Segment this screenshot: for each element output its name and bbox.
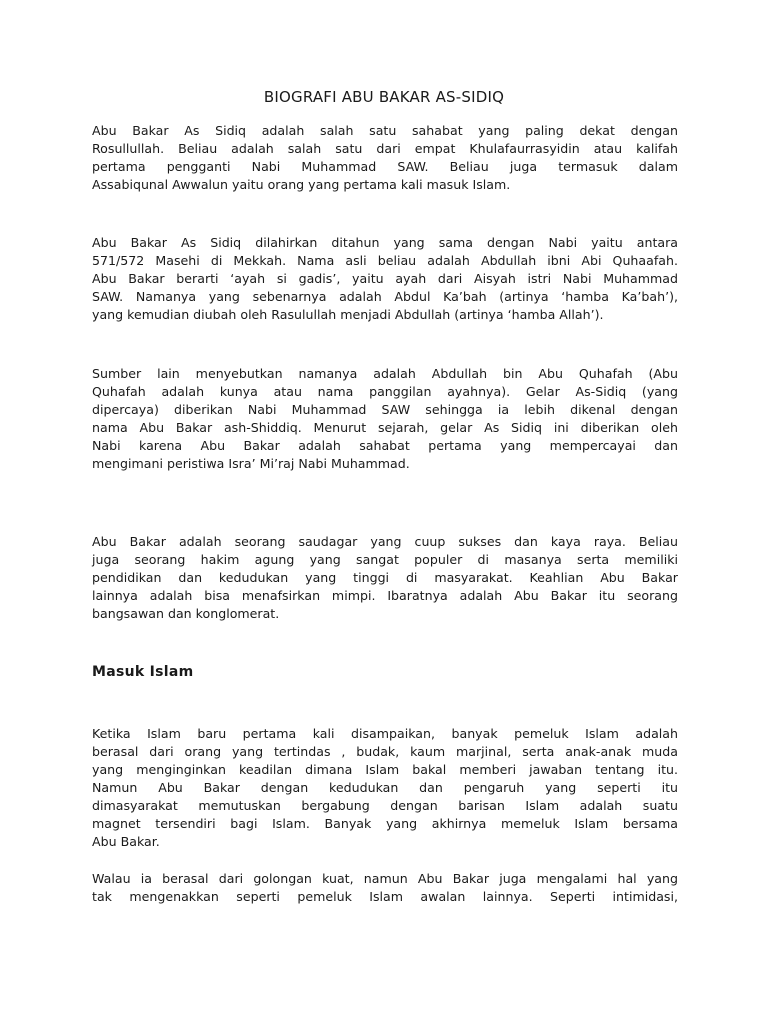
text-line: yang menginginkan keadilan dimana Islam bakal memberi jawaban tentang itu. bbox=[92, 762, 678, 777]
paragraph-3 bbox=[92, 365, 678, 473]
text-line: yang kemudian diubah oleh Rasulullah menjadi Abdullah (artinya ‘hamba Allah’). bbox=[92, 307, 604, 322]
text-line: tak mengenakkan seperti pemeluk Islam awalan lainnya. Seperti intimidasi, bbox=[92, 889, 678, 904]
text-line: Abu Bakar As Sidiq adalah salah satu sahabat yang paling dekat dengan bbox=[92, 123, 678, 138]
text-line: nama Abu Bakar ash-Shiddiq. Menurut sejarah, gelar As Sidiq ini diberikan oleh bbox=[92, 420, 678, 435]
document-title: BIOGRAFI ABU BAKAR AS-SIDIQ bbox=[263, 88, 505, 106]
text-line: Rosullullah. Beliau adalah salah satu dari empat Khulafaurrasyidin atau kalifah bbox=[92, 141, 678, 156]
text-line: pertama pengganti Nabi Muhammad SAW. Beliau juga termasuk dalam bbox=[92, 159, 678, 174]
paragraph-4 bbox=[92, 533, 678, 623]
text-line: 571/572 Masehi di Mekkah. Nama asli beliau adalah Abdullah ibni Abi Quhaafah. bbox=[92, 253, 678, 268]
text-line: Nabi karena Abu Bakar adalah sahabat pertama yang mempercayai dan bbox=[92, 438, 678, 453]
text-line: pendidikan dan kedudukan yang tinggi di masyarakat. Keahlian Abu Bakar bbox=[92, 570, 678, 585]
text-line: mengimani peristiwa Isra’ Mi’raj Nabi Muhammad. bbox=[92, 456, 410, 471]
text-line: magnet tersendiri bagi Islam. Banyak yang akhirnya memeluk Islam bersama bbox=[92, 816, 678, 831]
text-line: Abu Bakar. bbox=[92, 834, 160, 849]
text-line: SAW. Namanya yang sebenarnya adalah Abdul Ka’bah (artinya ‘hamba Ka’bah’), bbox=[92, 289, 678, 304]
text-line: Walau ia berasal dari golongan kuat, namun Abu Bakar juga mengalami hal yang bbox=[92, 871, 678, 886]
paragraph-2 bbox=[92, 234, 678, 324]
text-line: lainnya adalah bisa menafsirkan mimpi. Ibaratnya adalah Abu Bakar itu seorang bbox=[92, 588, 678, 603]
section-paragraph-2 bbox=[92, 870, 678, 906]
text-line: dipercaya) diberikan Nabi Muhammad SAW sehingga ia lebih dikenal dengan bbox=[92, 402, 678, 417]
text-line: Quhafah adalah kunya atau nama panggilan ayahnya). Gelar As-Sidiq (yang bbox=[92, 384, 678, 399]
text-line: Abu Bakar As Sidiq dilahirkan ditahun yang sama dengan Nabi yaitu antara bbox=[92, 235, 678, 250]
text-line: Sumber lain menyebutkan namanya adalah Abdullah bin Abu Quhafah (Abu bbox=[92, 366, 678, 381]
text-line: bangsawan dan konglomerat. bbox=[92, 606, 280, 621]
text-line: Namun Abu Bakar dengan kedudukan dan pengaruh yang seperti itu bbox=[92, 780, 678, 795]
text-line: Abu Bakar berarti ‘ayah si gadis’, yaitu ayah dari Aisyah istri Nabi Muhammad bbox=[92, 271, 678, 286]
section-heading: Masuk Islam bbox=[92, 664, 194, 680]
text-line: Assabiqunal Awwalun yaitu orang yang pertama kali masuk Islam. bbox=[92, 177, 511, 192]
text-line: Ketika Islam baru pertama kali disampaikan, banyak pemeluk Islam adalah bbox=[92, 726, 678, 741]
text-line: dimasyarakat memutuskan bergabung dengan barisan Islam adalah suatu bbox=[92, 798, 678, 813]
paragraph-1 bbox=[92, 122, 678, 194]
section-paragraph-1 bbox=[92, 725, 678, 851]
text-line: berasal dari orang yang tertindas , budak, kaum marjinal, serta anak-anak muda bbox=[92, 744, 678, 759]
text-line: Abu Bakar adalah seorang saudagar yang cuup sukses dan kaya raya. Beliau bbox=[92, 534, 678, 549]
text-line: juga seorang hakim agung yang sangat populer di masanya serta memiliki bbox=[92, 552, 678, 567]
